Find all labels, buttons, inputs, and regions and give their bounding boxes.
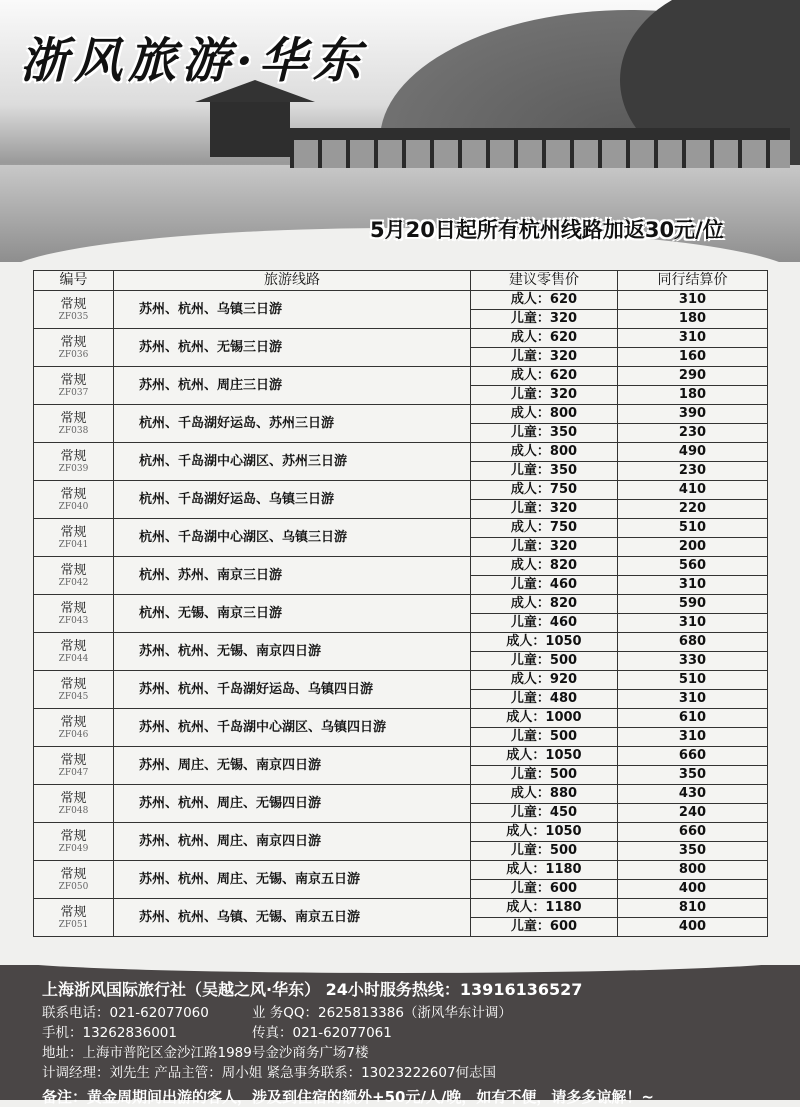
- adult-retail-price: 成人：1050: [471, 747, 618, 766]
- route-name: 苏州、杭州、周庄、无锡、南京五日游: [114, 861, 471, 899]
- child-net-price: 310: [618, 690, 768, 709]
- route-type: 常规: [60, 372, 87, 388]
- contacts: 计调经理：刘先生 产品主管：周小姐 紧急事务联系：13023222607何志国: [42, 1065, 497, 1081]
- child-net-price: 400: [618, 918, 768, 937]
- route-code-cell: [34, 481, 114, 519]
- col-code: 编号: [34, 271, 114, 291]
- route-type: 常规: [60, 790, 87, 806]
- phone: 联系电话：021-62077060: [42, 1005, 209, 1021]
- adult-retail-price: 成人：1180: [471, 861, 618, 880]
- route-type: 常规: [60, 334, 87, 350]
- adult-net-price: 590: [618, 595, 768, 614]
- route-code: ZF036: [58, 349, 89, 360]
- route-code-cell: [34, 329, 114, 367]
- adult-net-price: 510: [618, 519, 768, 538]
- route-code-cell: [34, 709, 114, 747]
- route-name: 苏州、杭州、无锡、南京四日游: [114, 633, 471, 671]
- adult-retail-price: 成人：1050: [471, 823, 618, 842]
- col-net-price: 同行结算价: [618, 271, 768, 291]
- child-net-price: 330: [618, 652, 768, 671]
- table-row: [34, 823, 768, 842]
- table-row: [34, 519, 768, 538]
- route-type: 常规: [60, 600, 87, 616]
- route-name: 杭州、千岛湖中心湖区、乌镇三日游: [114, 519, 471, 557]
- child-net-price: 220: [618, 500, 768, 519]
- adult-net-price: 490: [618, 443, 768, 462]
- route-code: ZF037: [58, 387, 89, 398]
- child-retail-price: 儿童：600: [471, 880, 618, 899]
- adult-retail-price: 成人：820: [471, 557, 618, 576]
- adult-net-price: 560: [618, 557, 768, 576]
- child-retail-price: 儿童：500: [471, 766, 618, 785]
- route-type: 常规: [60, 410, 87, 426]
- fax: 传真：021-62077061: [252, 1025, 392, 1041]
- table-row: [34, 861, 768, 880]
- route-type: 常规: [60, 904, 87, 920]
- child-net-price: 200: [618, 538, 768, 557]
- child-retail-price: 儿童：320: [471, 500, 618, 519]
- route-code: ZF049: [58, 843, 89, 854]
- table-row: [34, 367, 768, 386]
- adult-net-price: 310: [618, 291, 768, 310]
- adult-retail-price: 成人：820: [471, 595, 618, 614]
- table-row: [34, 747, 768, 766]
- adult-retail-price: 成人：620: [471, 291, 618, 310]
- adult-net-price: 290: [618, 367, 768, 386]
- adult-net-price: 310: [618, 329, 768, 348]
- adult-net-price: 390: [618, 405, 768, 424]
- child-retail-price: 儿童：480: [471, 690, 618, 709]
- route-name: 苏州、杭州、周庄、南京四日游: [114, 823, 471, 861]
- route-code: ZF044: [58, 653, 89, 664]
- route-code: ZF047: [58, 767, 89, 778]
- adult-retail-price: 成人：620: [471, 367, 618, 386]
- adult-net-price: 430: [618, 785, 768, 804]
- child-net-price: 230: [618, 462, 768, 481]
- company-hotline: 上海浙风国际旅行社（吴越之风·华东） 24小时服务热线：13916136527: [42, 980, 583, 999]
- adult-retail-price: 成人：800: [471, 405, 618, 424]
- route-name: 苏州、杭州、千岛湖好运岛、乌镇四日游: [114, 671, 471, 709]
- route-name: 苏州、杭州、无锡三日游: [114, 329, 471, 367]
- child-net-price: 350: [618, 842, 768, 861]
- corridor-columns: [290, 140, 790, 168]
- route-code-cell: [34, 861, 114, 899]
- adult-net-price: 810: [618, 899, 768, 918]
- adult-retail-price: 成人：880: [471, 785, 618, 804]
- child-retail-price: 儿童：450: [471, 804, 618, 823]
- route-type: 常规: [60, 714, 87, 730]
- table-row: [34, 329, 768, 348]
- route-name: 苏州、杭州、千岛湖中心湖区、乌镇四日游: [114, 709, 471, 747]
- child-net-price: 310: [618, 576, 768, 595]
- page-title: 浙风旅游·华东: [20, 33, 367, 89]
- route-type: 常规: [60, 486, 87, 502]
- route-type: 常规: [60, 676, 87, 692]
- route-name: 杭州、千岛湖中心湖区、苏州三日游: [114, 443, 471, 481]
- address: 地址：上海市普陀区金沙江路1989号金沙商务广场7楼: [42, 1045, 369, 1061]
- route-code-cell: [34, 671, 114, 709]
- child-net-price: 160: [618, 348, 768, 367]
- route-code: ZF050: [58, 881, 89, 892]
- child-retail-price: 儿童：600: [471, 918, 618, 937]
- adult-retail-price: 成人：620: [471, 329, 618, 348]
- adult-retail-price: 成人：750: [471, 519, 618, 538]
- route-name: 苏州、周庄、无锡、南京四日游: [114, 747, 471, 785]
- child-retail-price: 儿童：320: [471, 538, 618, 557]
- route-code-cell: [34, 405, 114, 443]
- table-row: [34, 595, 768, 614]
- adult-retail-price: 成人：1050: [471, 633, 618, 652]
- qq: 业 务QQ：2625813386（浙风华东计调）: [252, 1005, 512, 1021]
- route-type: 常规: [60, 828, 87, 844]
- child-retail-price: 儿童：500: [471, 652, 618, 671]
- child-net-price: 400: [618, 880, 768, 899]
- header-banner: [0, 0, 800, 262]
- table-row: [34, 291, 768, 310]
- table-row: [34, 709, 768, 728]
- route-code-cell: [34, 443, 114, 481]
- route-code: ZF046: [58, 729, 89, 740]
- corridor-image: [280, 128, 790, 140]
- route-code-cell: [34, 899, 114, 937]
- col-route: 旅游线路: [114, 271, 471, 291]
- footer-contact: [0, 965, 800, 1106]
- route-code-cell: [34, 823, 114, 861]
- adult-net-price: 800: [618, 861, 768, 880]
- route-name: 杭州、千岛湖好运岛、乌镇三日游: [114, 481, 471, 519]
- route-code-cell: [34, 633, 114, 671]
- note: 备注：黄金周期间出游的客人，涉及到住宿的额外+50元/人/晚，如有不便，请多多谅解！~: [42, 1088, 654, 1106]
- child-retail-price: 儿童：320: [471, 386, 618, 405]
- route-code: ZF035: [58, 311, 89, 322]
- route-code-cell: [34, 291, 114, 329]
- adult-retail-price: 成人：920: [471, 671, 618, 690]
- promo-notice: 5月20日起所有杭州线路加返30元/位: [370, 218, 724, 242]
- child-retail-price: 儿童：500: [471, 728, 618, 747]
- pavilion-image: [210, 102, 290, 157]
- child-net-price: 310: [618, 728, 768, 747]
- table-row: [34, 633, 768, 652]
- child-retail-price: 儿童：460: [471, 614, 618, 633]
- route-code-cell: [34, 367, 114, 405]
- tour-price-table: [33, 270, 768, 937]
- route-type: 常规: [60, 448, 87, 464]
- table-row: [34, 785, 768, 804]
- route-code: ZF043: [58, 615, 89, 626]
- route-code: ZF048: [58, 805, 89, 816]
- child-retail-price: 儿童：350: [471, 462, 618, 481]
- route-name: 杭州、无锡、南京三日游: [114, 595, 471, 633]
- route-code: ZF051: [58, 919, 89, 930]
- adult-net-price: 610: [618, 709, 768, 728]
- table-row: [34, 405, 768, 424]
- route-type: 常规: [60, 752, 87, 768]
- route-code: ZF042: [58, 577, 89, 588]
- adult-net-price: 680: [618, 633, 768, 652]
- route-code: ZF038: [58, 425, 89, 436]
- route-name: 苏州、杭州、周庄、无锡四日游: [114, 785, 471, 823]
- child-retail-price: 儿童：320: [471, 348, 618, 367]
- adult-retail-price: 成人：1000: [471, 709, 618, 728]
- child-retail-price: 儿童：460: [471, 576, 618, 595]
- route-type: 常规: [60, 296, 87, 312]
- route-name: 苏州、杭州、乌镇、无锡、南京五日游: [114, 899, 471, 937]
- route-type: 常规: [60, 524, 87, 540]
- child-net-price: 230: [618, 424, 768, 443]
- child-retail-price: 儿童：350: [471, 424, 618, 443]
- route-code-cell: [34, 785, 114, 823]
- adult-retail-price: 成人：1180: [471, 899, 618, 918]
- table-row: [34, 671, 768, 690]
- adult-net-price: 660: [618, 747, 768, 766]
- adult-retail-price: 成人：750: [471, 481, 618, 500]
- adult-retail-price: 成人：800: [471, 443, 618, 462]
- mobile: 手机：13262836001: [42, 1025, 177, 1041]
- child-retail-price: 儿童：500: [471, 842, 618, 861]
- table-row: [34, 557, 768, 576]
- table-header-row: [34, 271, 768, 291]
- child-net-price: 350: [618, 766, 768, 785]
- route-code: ZF040: [58, 501, 89, 512]
- route-name: 杭州、苏州、南京三日游: [114, 557, 471, 595]
- route-type: 常规: [60, 562, 87, 578]
- route-code: ZF039: [58, 463, 89, 474]
- route-type: 常规: [60, 638, 87, 654]
- child-net-price: 240: [618, 804, 768, 823]
- route-type: 常规: [60, 866, 87, 882]
- col-retail-price: 建议零售价: [471, 271, 618, 291]
- adult-net-price: 510: [618, 671, 768, 690]
- route-name: 苏州、杭州、乌镇三日游: [114, 291, 471, 329]
- child-net-price: 180: [618, 310, 768, 329]
- table-row: [34, 899, 768, 918]
- route-code-cell: [34, 557, 114, 595]
- child-net-price: 310: [618, 614, 768, 633]
- table-row: [34, 443, 768, 462]
- adult-net-price: 660: [618, 823, 768, 842]
- route-name: 苏州、杭州、周庄三日游: [114, 367, 471, 405]
- route-code: ZF045: [58, 691, 89, 702]
- child-retail-price: 儿童：320: [471, 310, 618, 329]
- route-code-cell: [34, 595, 114, 633]
- route-name: 杭州、千岛湖好运岛、苏州三日游: [114, 405, 471, 443]
- table-row: [34, 481, 768, 500]
- route-code-cell: [34, 747, 114, 785]
- child-net-price: 180: [618, 386, 768, 405]
- route-code: ZF041: [58, 539, 89, 550]
- route-code-cell: [34, 519, 114, 557]
- adult-net-price: 410: [618, 481, 768, 500]
